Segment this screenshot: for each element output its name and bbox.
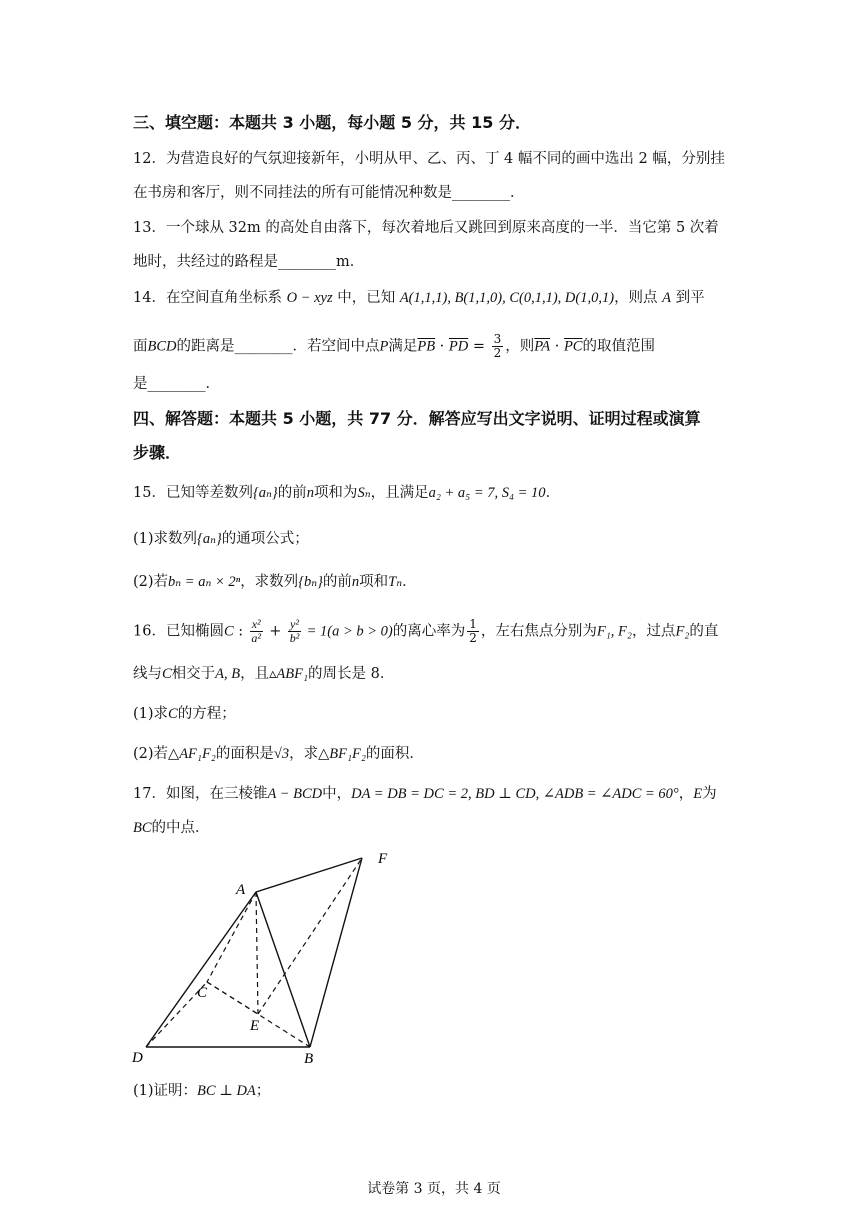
q17-line1: 17．如图，在三棱锥A − BCD中，DA = DB = DC = 2, BD ⊥ CD, ∠ADB = ∠ADC = 60°，E为 <box>133 786 717 802</box>
fraction-1-2: $\frac{1}{2}$ <box>469 617 477 645</box>
section3-heading: 三、填空题：本题共 3 小题，每小题 5 分，共 15 分． <box>133 113 531 132</box>
edge-ae <box>256 892 258 1014</box>
edge-ac <box>207 892 256 982</box>
label-a: A <box>236 882 246 898</box>
coord-system: O − xyz <box>286 290 333 306</box>
vector-pb: $\overline{PB}$ <box>417 338 436 355</box>
q15-line1: 15．已知等差数列{aₙ}的前n项和为Sₙ，且满足a₂ + a₅ = 7, S₄ = 10． <box>133 485 561 501</box>
q14-points: A(1,1,1), B(1,1,0), C(0,1,1), D(1,0,1) <box>399 290 615 306</box>
section4-heading-l1: 四、解答题：本题共 5 小题，共 77 分．解答应写出文字说明、证明过程或演算 <box>133 409 701 428</box>
vector-pd: $\overline{PD}$ <box>448 338 469 355</box>
q15-sub1: (1)求数列{aₙ}的通项公式； <box>133 531 309 547</box>
label-d: D <box>132 1050 143 1066</box>
q14-line2: 面BCD的距离是________．若空间中点P满足$\overline{PB} \cdot \overline{PD}$ = $\frac{3}{2}$ ，则$\overline{PA} \cdot \overline{PC}$的取值范围 <box>133 332 655 360</box>
vector-pc: $\overline{PC}$ <box>563 338 583 355</box>
label-f: F <box>378 851 388 867</box>
edge-ab <box>256 892 310 1047</box>
q15-sub2: (2)若bₙ = aₙ × 2ⁿ，求数列{bₙ}的前n项和Tₙ． <box>133 574 417 590</box>
q16-line2: 线与C相交于A, B，且▵ABF₁的周长是 8． <box>133 666 395 682</box>
q17-condition: DA = DB = DC = 2, BD ⊥ CD, ∠ADB = ∠ADC = 60° <box>351 786 679 802</box>
q13-line1: 13．一个球从 32m 的高处自由落下，每次着地后又跳回到原来高度的一半．当它第 5 次着 <box>133 220 719 236</box>
q12-line2: 在书房和客厅，则不同挂法的所有可能情况种数是________． <box>133 185 525 201</box>
q16-sub1: (1)求C的方程； <box>133 706 236 722</box>
fraction-x2-a2: $\frac{\text{x²}}{\text{a²}}$ <box>251 617 261 645</box>
q16-line1: 16．已知椭圆C : $\frac{\text{x²}}{\text{a²}}$ + $\frac{\text{y²}}{\text{b²}}$ = 1(a > b > 0)的离心率为 $\frac{1}{2}$ ，左右焦点分别为F₁, F₂，过点F₂的直 <box>133 617 719 645</box>
q17-line2: BC的中点． <box>133 820 210 836</box>
q13-line2: 地时，共经过的路程是________m． <box>133 254 365 270</box>
section4-heading-l2: 步骤． <box>133 443 182 462</box>
q14-line1: 14．在空间直角坐标系 O − xyz 中，已知 A(1,1,1), B(1,1,0), C(0,1,1), D(1,0,1)，则点 A 到平 <box>133 290 705 306</box>
q15-condition: a₂ + a₅ = 7, S₄ = 10 <box>428 485 546 501</box>
q17-sub1: (1)证明：BC ⊥ DA； <box>133 1083 271 1099</box>
edge-fb <box>310 858 362 1047</box>
label-b: B <box>304 1051 314 1067</box>
fraction-3-2: $\frac{3}{2}$ <box>493 332 502 360</box>
q14-line3: 是________． <box>133 376 220 392</box>
fraction-y2-b2: $\frac{\text{y²}}{\text{b²}}$ <box>289 617 300 645</box>
q16-sub2: (2)若△AF₁F₂的面积是√3，求△BF₁F₂的面积． <box>133 746 424 762</box>
vector-pa: $\overline{PA}$ <box>534 338 551 355</box>
edge-ce <box>207 982 258 1014</box>
edge-ef <box>258 858 362 1014</box>
edge-af <box>256 858 362 892</box>
page-footer: 试卷第 3 页，共 4 页 <box>367 1181 501 1197</box>
label-c: C <box>197 985 208 1001</box>
label-e: E <box>250 1018 260 1034</box>
q12-line1: 12．为营造良好的气氛迎接新年，小明从甲、乙、丙、丁 4 幅不同的画中选出 2 幅，分别挂 <box>133 151 725 167</box>
edge-ad <box>146 892 256 1047</box>
